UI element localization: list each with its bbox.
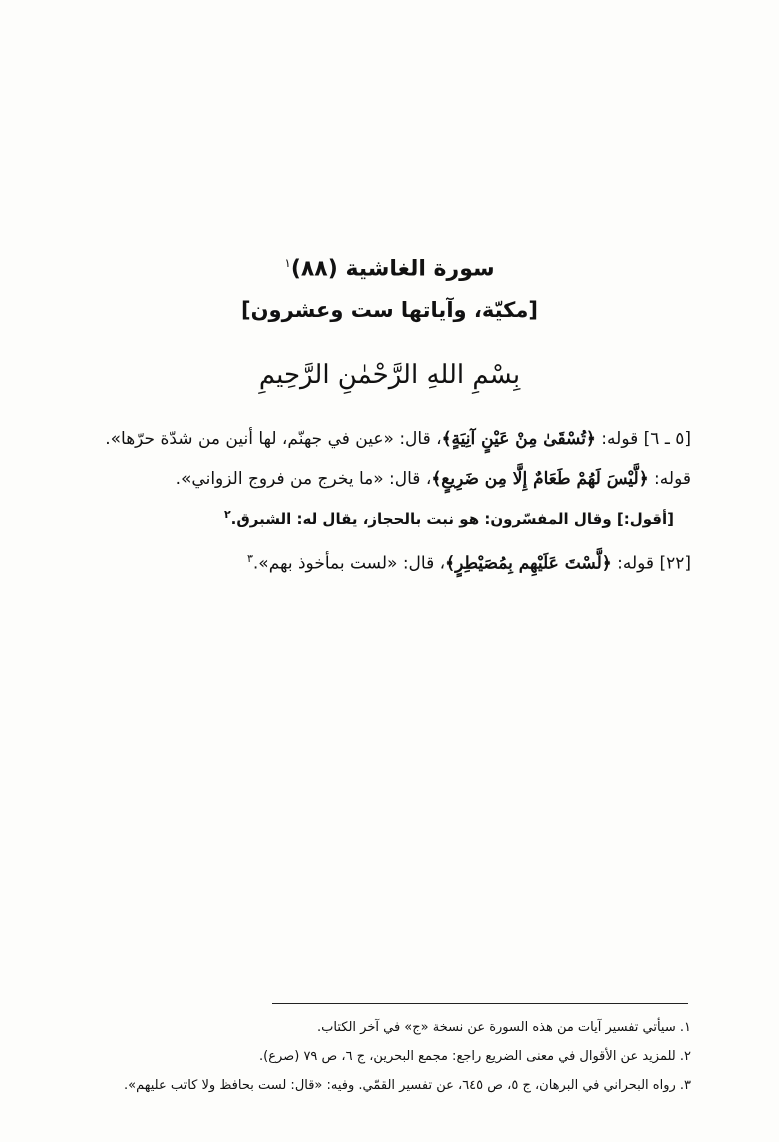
footnote-marker: ٣	[246, 552, 253, 565]
surah-title-text: سورة الغاشية (٨٨)	[290, 256, 495, 282]
entry-text: [أقول:] وقال المفسّرون: هو نبت بالحجاز، يقال له: الشبرق.	[230, 510, 674, 528]
title-footnote-marker: ١	[284, 256, 291, 270]
footnote-1: ١. سيأتي تفسير آيات من هذه السورة عن نسخة «ج» في آخر الكتاب.	[317, 1020, 691, 1035]
surah-title	[0, 256, 779, 281]
quran-verse: ﴿لَّيْسَ لَهُمْ طَعَامٌ إِلَّا مِن ضَرِيعٍ﴾	[431, 469, 649, 489]
footnote-divider	[272, 1003, 688, 1004]
commentary-line-4	[247, 552, 691, 574]
entry-text: ، قال: «ما يخرج من فروج الزواني».	[175, 469, 432, 489]
entry-prefix: [٥ ـ ٦] قوله:	[595, 429, 691, 449]
entry-prefix: [٢٢] قوله:	[611, 553, 691, 574]
basmala-calligraphy: بِسْمِ اللهِ الرَّحْمٰنِ الرَّحِيمِ	[258, 360, 521, 390]
footnote-2: ٢. للمزيد عن الأقوال في معنى الضريع راجع: مجمع البحرين، ج ٦، ص ٧٩ (صرع).	[259, 1049, 691, 1064]
commentary-line-2	[176, 468, 691, 489]
surah-subtitle: [مكيّة، وآياتها ست وعشرون]	[241, 298, 538, 322]
entry-text: ، قال: «عين في جهنّم، لها أنين من شدّة حرّها».	[105, 429, 442, 449]
entry-prefix: قوله:	[648, 469, 691, 489]
footnote-3: ٣. رواه البحراني في البرهان، ج ٥، ص ٦٤٥، عن تفسير القمّي. وفيه: «قال: لست بحافظ ولا كاتب عليهم».	[123, 1078, 691, 1093]
commentary-line-3	[224, 508, 674, 528]
footnote-marker: ٢	[223, 508, 231, 521]
entry-text: ، قال: «لست بمأخوذ بهم».	[252, 553, 446, 574]
commentary-line-1	[105, 428, 691, 449]
quran-verse: ﴿لَّسْتَ عَلَيْهِم بِمُصَيْطِرٍ﴾	[445, 553, 612, 574]
quran-verse: ﴿تُسْقَىٰ مِنْ عَيْنٍ آنِيَةٍ﴾	[441, 429, 596, 449]
